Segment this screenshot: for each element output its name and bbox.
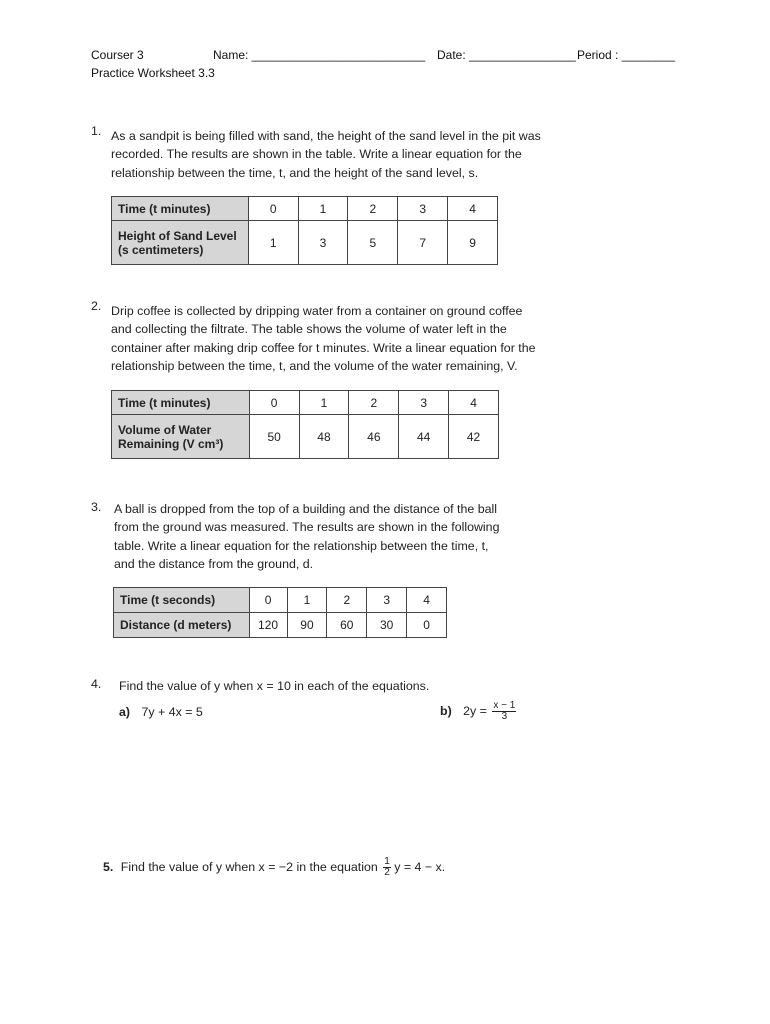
table-cell: 90 — [287, 613, 327, 638]
question-4a — [119, 705, 203, 719]
table-cell: 2 — [327, 588, 367, 613]
question-2-text — [111, 302, 581, 375]
question-4a-label: a) — [119, 705, 131, 719]
table-row-header — [112, 221, 249, 265]
question-2-line: and collecting the filtrate. The table shows the volume of water left in the — [111, 322, 507, 337]
question-3-line: table. Write a linear equation for the relationship between the time, t, — [114, 538, 489, 553]
table-cell: 0 — [407, 613, 447, 638]
table-cell: 1 — [298, 197, 348, 221]
table-cell: 0 — [248, 197, 298, 221]
table-cell: 7 — [398, 221, 448, 265]
table-cell: 44 — [399, 415, 449, 459]
table-cell: 30 — [367, 613, 407, 638]
table-cell: 3 — [367, 588, 407, 613]
table-row-header — [112, 415, 250, 459]
table-row-header-line: (s centimeters) — [118, 242, 204, 257]
table-row — [114, 588, 447, 613]
table-cell: 1 — [299, 391, 349, 415]
table-cell: 0 — [249, 588, 287, 613]
table-row-header-line: Height of Sand Level — [118, 228, 237, 243]
question-3-line: A ball is dropped from the top of a building and the distance of the ball — [114, 502, 497, 516]
table-row — [112, 415, 499, 459]
course-label: Courser 3 — [91, 48, 144, 62]
question-2-line: Drip coffee is collected by dripping water from a container on ground coffee — [111, 304, 523, 318]
question-5-number: 5. — [103, 859, 114, 874]
table-row-header-line: Volume of Water — [118, 422, 212, 437]
table-cell: 3 — [398, 197, 448, 221]
question-1-line: recorded. The results are shown in the table. Write a linear equation for the — [111, 147, 522, 162]
question-1-line: As a sandpit is being filled with sand, the height of the sand level in the pit was — [111, 129, 541, 143]
table-row — [112, 197, 498, 221]
table-row-header-line: Remaining (V cm³) — [118, 436, 224, 451]
table-cell: 0 — [249, 391, 299, 415]
question-3-number: 3. — [91, 500, 102, 514]
table-cell: 3 — [298, 221, 348, 265]
table-row — [112, 221, 498, 265]
question-4-prompt: Find the value of y when x = 10 in each of the equations. — [119, 679, 430, 693]
question-5 — [103, 857, 445, 878]
question-5-equation-rest: y = 4 − x. — [394, 859, 446, 874]
table-cell: 9 — [448, 221, 498, 265]
table-row-header: Time (t minutes) — [112, 197, 249, 221]
question-4a-equation: 7y + 4x = 5 — [141, 705, 203, 719]
question-5-prompt: Find the value of y when x = −2 in the equation — [120, 859, 378, 874]
table-row — [112, 391, 499, 415]
question-2-table — [111, 390, 499, 459]
table-row-header: Distance (d meters) — [114, 613, 250, 638]
table-cell: 120 — [249, 613, 287, 638]
question-5-numerator: 1 — [384, 856, 390, 867]
question-4b-fraction — [492, 701, 516, 722]
question-4b-numerator: x − 1 — [493, 700, 516, 711]
table-cell: 4 — [407, 588, 447, 613]
question-3-text — [114, 500, 544, 573]
table-row-header: Time (t seconds) — [114, 588, 250, 613]
table-cell: 2 — [348, 197, 398, 221]
question-3-table — [113, 587, 447, 638]
question-4-number: 4. — [91, 677, 102, 691]
period-field[interactable]: Period : ________ — [577, 48, 676, 62]
question-2-line: container after making drip coffee for t minutes. Write a linear equation for the — [111, 340, 536, 355]
table-row — [114, 613, 447, 638]
table-cell: 50 — [249, 415, 299, 459]
date-field[interactable]: Date: ________________ — [437, 48, 576, 62]
question-4b-left: 2y = — [463, 703, 487, 718]
table-cell: 48 — [299, 415, 349, 459]
table-cell: 42 — [449, 415, 499, 459]
question-5-denominator: 2 — [384, 867, 390, 878]
question-4b-label: b) — [440, 703, 452, 718]
table-cell: 4 — [449, 391, 499, 415]
table-cell: 46 — [349, 415, 399, 459]
question-2-number: 2. — [91, 299, 102, 313]
question-4b — [440, 701, 516, 722]
question-3-line: from the ground was measured. The results are shown in the following — [114, 520, 500, 535]
question-5-fraction — [383, 857, 391, 878]
question-3-line: and the distance from the ground, d. — [114, 556, 314, 571]
question-4b-denominator: 3 — [501, 711, 508, 722]
question-2-line: relationship between the time, t, and the volume of the water remaining, V. — [111, 358, 518, 373]
table-cell: 5 — [348, 221, 398, 265]
table-row-header: Time (t minutes) — [112, 391, 250, 415]
table-cell: 1 — [248, 221, 298, 265]
question-1-line: relationship between the time, t, and the height of the sand level, s. — [111, 165, 479, 180]
table-cell: 3 — [399, 391, 449, 415]
table-cell: 1 — [287, 588, 327, 613]
table-cell: 4 — [448, 197, 498, 221]
question-1-number: 1. — [91, 124, 102, 138]
table-cell: 60 — [327, 613, 367, 638]
table-cell: 2 — [349, 391, 399, 415]
worksheet-title: Practice Worksheet 3.3 — [91, 66, 215, 80]
question-1-table — [111, 196, 498, 265]
name-field[interactable]: Name: __________________________ — [213, 48, 426, 62]
question-1-text — [111, 127, 571, 182]
